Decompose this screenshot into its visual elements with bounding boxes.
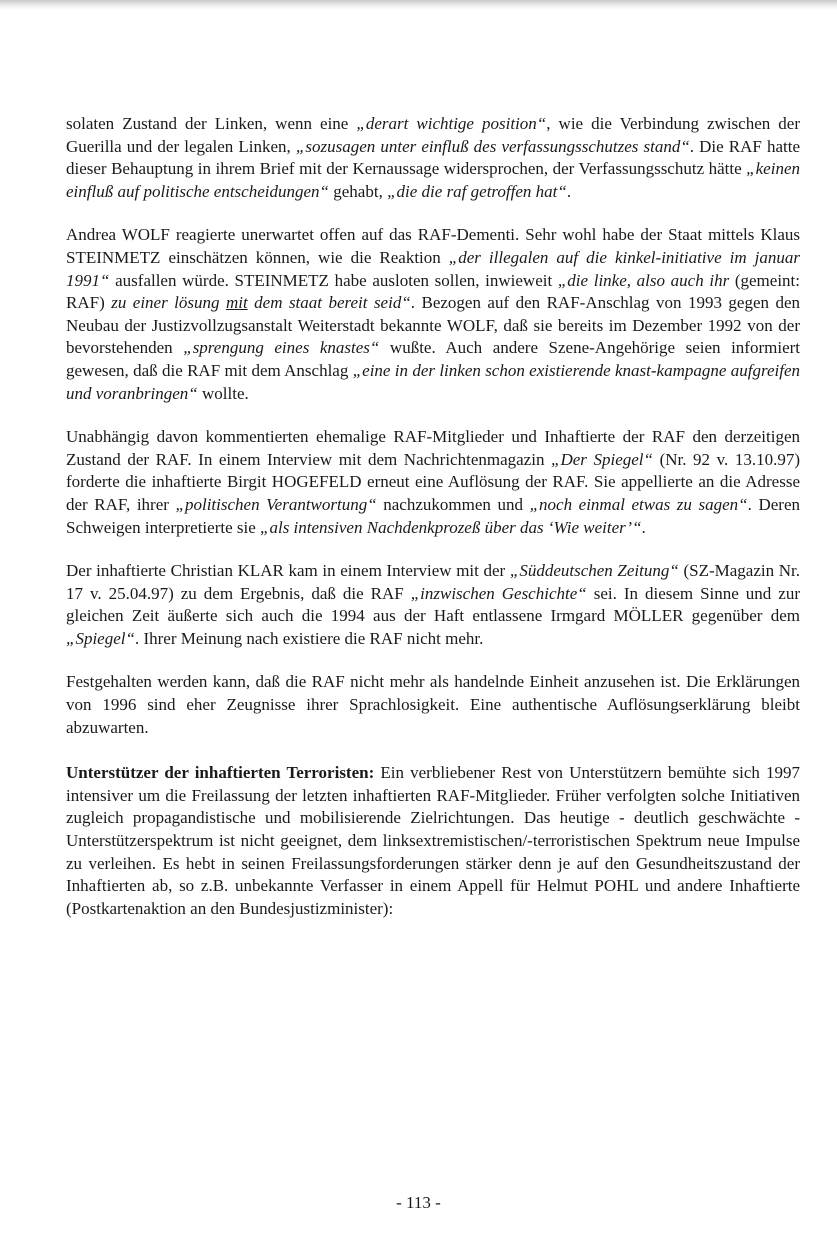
text-run: (gemeint: RAF) bbox=[66, 270, 800, 313]
italic-quote: „politischen Verantwortung“ bbox=[175, 494, 377, 514]
text-run: nachzukommen und bbox=[376, 494, 530, 514]
italic-quote: „inzwischen Geschichte“ bbox=[410, 583, 587, 603]
italic-quote: „als intensiven Nachdenkprozeß über das ‘Wie weiter’“ bbox=[260, 517, 642, 537]
document-body bbox=[66, 113, 800, 941]
italic-quote: „die die raf getroffen hat“ bbox=[387, 181, 567, 201]
text-run: (SZ-Magazin Nr. 17 v. 25.04.97) zu dem Ergebnis, daß die RAF bbox=[66, 561, 800, 603]
paragraph-conclusion bbox=[66, 671, 800, 739]
text-run: Der inhaftierte Christian KLAR kam in einem Interview mit der bbox=[66, 561, 510, 581]
paragraph-supporters bbox=[66, 762, 800, 920]
text-run: . Bezogen auf den RAF-Anschlag von 1993 gegen den Neubau der Justizvollzugsanstalt Weiterstadt bekannte WOLF, daß sie bereits im Dezember 1992 von der bevorstehenden bbox=[66, 293, 800, 358]
text-run: . bbox=[566, 181, 572, 201]
italic-quote: mit bbox=[225, 293, 248, 313]
italic-quote: „keinen einfluß auf politische entscheidungen“ bbox=[66, 159, 800, 201]
scan-top-edge bbox=[0, 0, 837, 10]
text-run: . Die RAF hatte dieser Behauptung in ihrem Brief mit der Kernaussage widersprochen, der Verfassungsschutz hätte bbox=[66, 136, 801, 179]
italic-quote: „sprengung eines knastes“ bbox=[183, 338, 380, 358]
italic-quote: „Der Spiegel“ bbox=[551, 449, 653, 469]
text-run: Ein verbliebener Rest von Unterstützern bemühte sich 1997 intensiver um die Freilassung der letzten inhaftierten RAF-Mitglieder. Früher verfolgten solche Initiativen zugleich propagandistische und mobilisierende Zielrichtungen. Das heutige - deutlich geschwächte - Unterstützerspektrum ist nicht geeignet, dem linksextremistischen/-terroristischen Spektrum neue Impulse zu verleihen. Es hebt in seinen Freilassungsforderungen stärker denn je auf den Gesundheitszustand der Inhaftierten ab, so z.B. unbekannte Verfasser in einem Appell für Helmut POHL und andere Inhaftierte (Postkartenaktion an den Bundesjustizminister): bbox=[66, 763, 800, 918]
paragraph-andrea-wolf bbox=[66, 224, 800, 405]
text-run: solaten Zustand der Linken, wenn eine bbox=[66, 114, 357, 133]
italic-quote: „Spiegel“ bbox=[66, 628, 135, 648]
text-run: Festgehalten werden kann, daß die RAF nicht mehr als handelnde Einheit anzusehen ist. Die Erklärungen von 1996 sind eher Zeugnisse ihrer Sprachlosigkeit. Eine authentische Auflösungserklärung bleibt abzuwarten. bbox=[66, 672, 800, 737]
paragraph-klar-interview bbox=[66, 560, 800, 650]
text-run: wußte. Auch andere Szene-Angehörige seien informiert gewesen, daß die RAF mit dem Anschlag bbox=[66, 338, 800, 380]
italic-quote: „Süddeutschen Zeitung“ bbox=[509, 561, 679, 581]
text-run: . Ihrer Meinung nach existiere die RAF nicht mehr. bbox=[134, 628, 484, 648]
italic-quote: „sozusagen unter einfluß des verfassungsschutzes stand“ bbox=[295, 136, 690, 156]
italic-quote: dem staat bereit seid“ bbox=[247, 293, 411, 313]
text-run: . Deren Schweigen interpretierte sie bbox=[66, 494, 800, 537]
paragraph-hogefeld-interview bbox=[66, 426, 800, 539]
text-run: gehabt, bbox=[329, 181, 388, 201]
italic-quote: „eine in der linken schon existierende knast-kampagne aufgreifen und voranbringen“ bbox=[66, 360, 800, 403]
text-run: Unabhängig davon kommentierten ehemalige RAF-Mitglieder und Inhaftierte der RAF den derzeitigen Zustand der RAF. In einem Interview mit dem Nachrichtenmagazin bbox=[66, 427, 800, 469]
italic-quote: zu einer lösung bbox=[111, 293, 226, 313]
italic-quote: „derart wichtige position“ bbox=[356, 114, 547, 133]
paragraph-verfassungsschutz bbox=[66, 113, 800, 203]
page-number: - 113 - bbox=[396, 1193, 441, 1212]
text-run: . bbox=[641, 517, 646, 537]
italic-quote: „die linke, also auch ihr bbox=[557, 270, 730, 290]
text-run: wollte. bbox=[197, 383, 249, 403]
text-run: (Nr. 92 v. 13.10.97) forderte die inhaftierte Birgit HOGEFELD erneut eine Auflösung der RAF. Sie appellierte an die Adresse der RAF, ihrer bbox=[66, 449, 801, 514]
italic-quote: „noch einmal etwas zu sagen“ bbox=[529, 494, 748, 514]
section-heading: Unterstützer der inhaftierten Terroristen: bbox=[66, 763, 375, 783]
text-run: , wie die Verbindung zwischen der Guerilla und der legalen Linken, bbox=[66, 114, 800, 156]
text-run: sei. In diesem Sinne und zur gleichen Zeit äußerte sich auch die 1994 aus der Haft entlassene Irmgard MÖLLER gegenüber dem bbox=[66, 583, 800, 626]
italic-quote: „der illegalen auf die kinkel-initiative im januar 1991“ bbox=[66, 247, 800, 290]
text-run: Andrea WOLF reagierte unerwartet offen auf das RAF-Dementi. Sehr wohl habe der Staat mittels Klaus STEINMETZ einschätzen können, wie die Reaktion bbox=[66, 225, 800, 267]
text-run: ausfallen würde. STEINMETZ habe ausloten sollen, inwieweit bbox=[109, 270, 558, 290]
